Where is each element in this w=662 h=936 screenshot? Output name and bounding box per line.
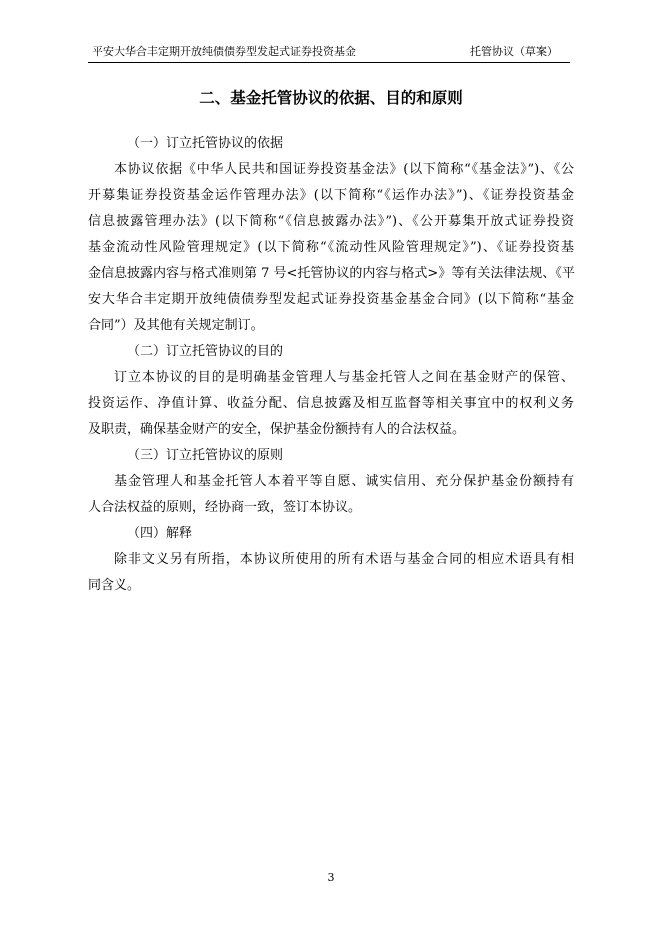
paragraph-line: 除非文义另有所指，本协议所使用的所有术语与基金合同的相应术语具有相 bbox=[114, 552, 574, 567]
subsection-heading: （四）解释 bbox=[127, 526, 193, 541]
paragraph-line: 同含义。 bbox=[88, 578, 141, 593]
paragraph-line: 人合法权益的原则，经协商一致，签订本协议。 bbox=[88, 500, 362, 515]
header-fund-name: 平安大华合丰定期开放纯债债券型发起式证券投资基金 bbox=[92, 45, 356, 58]
paragraph-line: 订立本协议的目的是明确基金管理人与基金托管人之间在基金财产的保管、 bbox=[114, 370, 574, 385]
document-body bbox=[88, 131, 574, 599]
page-header bbox=[88, 44, 570, 63]
paragraph-line: 信息披露管理办法》(以下简称“《信息披露办法》”)、《公开募集开放式证券投资 bbox=[88, 214, 574, 229]
paragraph-line: 金信息披露内容与格式准则第 7 号<托管协议的内容与格式>》等有关法律法规、《平 bbox=[88, 266, 575, 281]
paragraph-line: 安大华合丰定期开放纯债债券型发起式证券投资基金基金合同》(以下简称“基金 bbox=[88, 292, 574, 307]
paragraph-line: 基金管理人和基金托管人本着平等自愿、诚实信用、充分保护基金份额持有 bbox=[114, 474, 574, 489]
section-title: 二、基金托管协议的依据、目的和原则 bbox=[199, 89, 463, 107]
paragraph-line: 投资运作、净值计算、收益分配、信息披露及相互监督等相关事宜中的权利义务 bbox=[88, 396, 574, 411]
header-doc-type: 托管协议（草案） bbox=[470, 45, 558, 58]
paragraph-line: 本协议依据《中华人民共和国证券投资基金法》(以下简称“《基金法》”)、《公 bbox=[114, 162, 574, 177]
subsection-heading: （三）订立托管协议的原则 bbox=[127, 448, 284, 463]
paragraph-line: 合同”）及其他有关规定制订。 bbox=[88, 318, 264, 333]
page-number: 3 bbox=[327, 871, 335, 884]
subsection-heading: （二）订立托管协议的目的 bbox=[127, 344, 284, 359]
paragraph-line: 基金流动性风险管理规定》(以下简称“《流动性风险管理规定》”)、《证券投资基 bbox=[88, 240, 574, 255]
paragraph-line: 开募集证券投资基金运作管理办法》(以下简称“《运作办法》”)、《证券投资基金 bbox=[88, 188, 574, 203]
subsection-heading: （一）订立托管协议的依据 bbox=[127, 136, 284, 151]
paragraph-line: 及职责，确保基金财产的安全，保护基金份额持有人的合法权益。 bbox=[88, 422, 466, 437]
